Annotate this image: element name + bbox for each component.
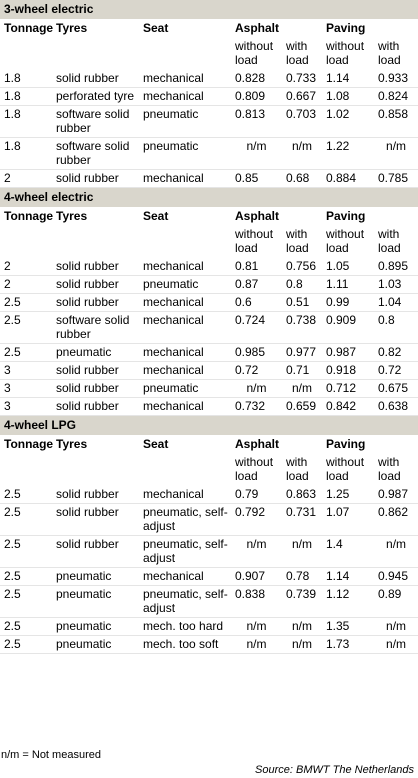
cell-paving-without-load: 1.08 xyxy=(322,88,374,106)
cell-seat: mechanical xyxy=(139,258,231,276)
cell-asphalt-without-load: 0.907 xyxy=(231,568,282,586)
cell-tonnage: 2.5 xyxy=(0,344,52,362)
cell-paving-without-load: 0.99 xyxy=(322,294,374,312)
with-load-line2: load xyxy=(286,469,309,483)
cell-seat: mechanical xyxy=(139,344,231,362)
with-load-line1: with xyxy=(286,227,308,241)
cell-tyres: software solid rubber xyxy=(52,138,139,170)
cell-paving-without-load: 1.14 xyxy=(322,568,374,586)
cell-tyres: solid rubber xyxy=(52,362,139,380)
empty-cell xyxy=(139,38,231,70)
with-load-line1: with xyxy=(286,39,308,53)
without-load-line2: load xyxy=(235,241,258,255)
header-without-load xyxy=(231,38,282,70)
cell-asphalt-with-load: 0.738 xyxy=(282,312,322,344)
with-load-line2: load xyxy=(286,241,309,255)
cell-paving-without-load: 1.02 xyxy=(322,106,374,138)
cell-tonnage: 2 xyxy=(0,276,52,294)
cell-seat: mechanical xyxy=(139,294,231,312)
cell-tonnage: 3 xyxy=(0,380,52,398)
cell-asphalt-with-load: 0.78 xyxy=(282,568,322,586)
cell-asphalt-with-load: 0.51 xyxy=(282,294,322,312)
cell-seat: mech. too hard xyxy=(139,618,231,636)
cell-paving-without-load: 1.25 xyxy=(322,486,374,504)
cell-seat: pneumatic xyxy=(139,380,231,398)
cell-asphalt-without-load: 0.828 xyxy=(231,70,282,88)
cell-seat: mechanical xyxy=(139,398,231,416)
cell-tyres: solid rubber xyxy=(52,294,139,312)
cell-seat: mechanical xyxy=(139,88,231,106)
cell-paving-without-load: 0.842 xyxy=(322,398,374,416)
table-row xyxy=(0,170,418,188)
cell-tyres: solid rubber xyxy=(52,536,139,568)
table-row xyxy=(0,294,418,312)
cell-asphalt-with-load: n/m xyxy=(282,380,322,398)
cell-asphalt-with-load: n/m xyxy=(282,138,322,170)
empty-cell xyxy=(0,38,52,70)
with-load-line2: load xyxy=(378,469,401,483)
without-load-line1: without xyxy=(235,39,274,53)
table-row xyxy=(0,70,418,88)
table-row xyxy=(0,362,418,380)
cell-asphalt-with-load: 0.8 xyxy=(282,276,322,294)
header-seat: Seat xyxy=(139,436,231,454)
load-header-row xyxy=(0,226,418,258)
cell-tonnage: 1.8 xyxy=(0,106,52,138)
cell-tonnage: 1.8 xyxy=(0,70,52,88)
header-without-load xyxy=(322,226,374,258)
cell-tyres: pneumatic xyxy=(52,568,139,586)
cell-asphalt-with-load: 0.68 xyxy=(282,170,322,188)
without-load-line2: load xyxy=(326,241,349,255)
cell-asphalt-with-load: 0.756 xyxy=(282,258,322,276)
cell-paving-with-load: 0.895 xyxy=(374,258,418,276)
column-header-row xyxy=(0,436,418,454)
cell-tonnage: 3 xyxy=(0,362,52,380)
header-with-load xyxy=(282,454,322,486)
cell-asphalt-without-load: 0.79 xyxy=(231,486,282,504)
cell-tyres: pneumatic xyxy=(52,586,139,618)
cell-asphalt-with-load: 0.667 xyxy=(282,88,322,106)
table-row xyxy=(0,568,418,586)
empty-cell xyxy=(0,226,52,258)
header-paving: Paving xyxy=(322,20,418,38)
table-row xyxy=(0,636,418,654)
cell-seat: pneumatic xyxy=(139,106,231,138)
cell-tonnage: 2 xyxy=(0,258,52,276)
with-load-line1: with xyxy=(378,227,400,241)
section-title: 3-wheel electric xyxy=(0,0,418,20)
footnote: n/m = Not measured xyxy=(1,749,101,761)
source-note: Source: BMWT The Netherlands xyxy=(255,764,414,776)
cell-paving-with-load: 0.89 xyxy=(374,586,418,618)
with-load-line1: with xyxy=(286,455,308,469)
cell-paving-with-load: 1.03 xyxy=(374,276,418,294)
cell-paving-without-load: 0.987 xyxy=(322,344,374,362)
cell-tyres: perforated tyre xyxy=(52,88,139,106)
cell-paving-with-load: 0.987 xyxy=(374,486,418,504)
cell-tyres: solid rubber xyxy=(52,70,139,88)
table-row xyxy=(0,312,418,344)
empty-cell xyxy=(0,454,52,486)
without-load-line1: without xyxy=(326,227,365,241)
cell-paving-with-load: 0.8 xyxy=(374,312,418,344)
table-row xyxy=(0,138,418,170)
cell-tyres: solid rubber xyxy=(52,398,139,416)
cell-paving-without-load: 1.11 xyxy=(322,276,374,294)
header-paving: Paving xyxy=(322,208,418,226)
table-row xyxy=(0,398,418,416)
empty-cell xyxy=(139,454,231,486)
cell-seat: pneumatic xyxy=(139,138,231,170)
cell-seat: pneumatic, self-adjust xyxy=(139,504,231,536)
cell-asphalt-without-load: 0.72 xyxy=(231,362,282,380)
cell-asphalt-with-load: 0.733 xyxy=(282,70,322,88)
cell-paving-with-load: 0.824 xyxy=(374,88,418,106)
header-paving: Paving xyxy=(322,436,418,454)
cell-paving-without-load: 1.12 xyxy=(322,586,374,618)
section-header xyxy=(0,416,418,436)
cell-seat: mechanical xyxy=(139,486,231,504)
cell-asphalt-without-load: 0.87 xyxy=(231,276,282,294)
header-with-load xyxy=(374,454,418,486)
cell-paving-without-load: 1.73 xyxy=(322,636,374,654)
cell-asphalt-without-load: 0.813 xyxy=(231,106,282,138)
cell-seat: mechanical xyxy=(139,568,231,586)
header-tonnage: Tonnage xyxy=(0,20,52,38)
without-load-line1: without xyxy=(235,227,274,241)
cell-tyres: solid rubber xyxy=(52,170,139,188)
header-asphalt: Asphalt xyxy=(231,20,322,38)
cell-asphalt-with-load: 0.739 xyxy=(282,586,322,618)
cell-asphalt-with-load: 0.977 xyxy=(282,344,322,362)
cell-tyres: solid rubber xyxy=(52,380,139,398)
cell-paving-with-load: 0.72 xyxy=(374,362,418,380)
header-with-load xyxy=(282,38,322,70)
cell-tonnage: 2.5 xyxy=(0,586,52,618)
cell-asphalt-with-load: n/m xyxy=(282,536,322,568)
column-header-row xyxy=(0,20,418,38)
cell-tyres: pneumatic xyxy=(52,618,139,636)
cell-asphalt-with-load: 0.71 xyxy=(282,362,322,380)
cell-tonnage: 3 xyxy=(0,398,52,416)
cell-tonnage: 1.8 xyxy=(0,138,52,170)
without-load-line2: load xyxy=(235,53,258,67)
with-load-line1: with xyxy=(378,39,400,53)
cell-paving-with-load: n/m xyxy=(374,536,418,568)
cell-asphalt-with-load: 0.863 xyxy=(282,486,322,504)
cell-seat: mechanical xyxy=(139,312,231,344)
cell-paving-without-load: 1.14 xyxy=(322,70,374,88)
cell-paving-without-load: 0.918 xyxy=(322,362,374,380)
cell-asphalt-without-load: n/m xyxy=(231,380,282,398)
cell-asphalt-with-load: 0.659 xyxy=(282,398,322,416)
header-tonnage: Tonnage xyxy=(0,208,52,226)
cell-asphalt-without-load: 0.792 xyxy=(231,504,282,536)
table-row xyxy=(0,88,418,106)
cell-paving-with-load: 1.04 xyxy=(374,294,418,312)
cell-paving-with-load: n/m xyxy=(374,636,418,654)
empty-cell xyxy=(52,454,139,486)
cell-asphalt-without-load: 0.838 xyxy=(231,586,282,618)
cell-seat: mech. too soft xyxy=(139,636,231,654)
table-row xyxy=(0,258,418,276)
table-row xyxy=(0,618,418,636)
header-seat: Seat xyxy=(139,208,231,226)
cell-tonnage: 2.5 xyxy=(0,618,52,636)
cell-seat: mechanical xyxy=(139,70,231,88)
load-header-row xyxy=(0,454,418,486)
without-load-line1: without xyxy=(326,455,365,469)
cell-tonnage: 2.5 xyxy=(0,636,52,654)
header-asphalt: Asphalt xyxy=(231,208,322,226)
header-without-load xyxy=(322,38,374,70)
with-load-line1: with xyxy=(378,455,400,469)
cell-tyres: solid rubber xyxy=(52,486,139,504)
cell-tonnage: 1.8 xyxy=(0,88,52,106)
cell-tyres: pneumatic xyxy=(52,636,139,654)
cell-tonnage: 2.5 xyxy=(0,536,52,568)
with-load-line2: load xyxy=(378,53,401,67)
cell-paving-with-load: 0.638 xyxy=(374,398,418,416)
cell-paving-with-load: 0.945 xyxy=(374,568,418,586)
table-row xyxy=(0,536,418,568)
cell-asphalt-without-load: 0.985 xyxy=(231,344,282,362)
cell-tonnage: 2.5 xyxy=(0,486,52,504)
cell-asphalt-without-load: 0.809 xyxy=(231,88,282,106)
header-tonnage: Tonnage xyxy=(0,436,52,454)
cell-tonnage: 2.5 xyxy=(0,504,52,536)
cell-asphalt-without-load: 0.724 xyxy=(231,312,282,344)
cell-asphalt-with-load: 0.731 xyxy=(282,504,322,536)
cell-paving-without-load: 0.884 xyxy=(322,170,374,188)
header-seat: Seat xyxy=(139,20,231,38)
cell-tonnage: 2 xyxy=(0,170,52,188)
cell-asphalt-with-load: n/m xyxy=(282,618,322,636)
cell-seat: pneumatic, self-adjust xyxy=(139,536,231,568)
header-with-load xyxy=(374,38,418,70)
cell-paving-without-load: 1.22 xyxy=(322,138,374,170)
section-title: 4-wheel LPG xyxy=(0,416,418,436)
cell-paving-without-load: 1.05 xyxy=(322,258,374,276)
cell-asphalt-without-load: 0.81 xyxy=(231,258,282,276)
cell-tonnage: 2.5 xyxy=(0,312,52,344)
cell-paving-without-load: 1.35 xyxy=(322,618,374,636)
cell-tonnage: 2.5 xyxy=(0,568,52,586)
header-without-load xyxy=(322,454,374,486)
header-with-load xyxy=(282,226,322,258)
header-asphalt: Asphalt xyxy=(231,436,322,454)
table-row xyxy=(0,380,418,398)
cell-asphalt-without-load: n/m xyxy=(231,636,282,654)
header-without-load xyxy=(231,454,282,486)
with-load-line2: load xyxy=(378,241,401,255)
section-title: 4-wheel electric xyxy=(0,188,418,208)
section-header xyxy=(0,0,418,20)
cell-paving-with-load: 0.785 xyxy=(374,170,418,188)
cell-asphalt-with-load: n/m xyxy=(282,636,322,654)
cell-paving-with-load: 0.82 xyxy=(374,344,418,362)
cell-asphalt-without-load: n/m xyxy=(231,536,282,568)
cell-paving-without-load: 0.909 xyxy=(322,312,374,344)
empty-cell xyxy=(139,226,231,258)
cell-paving-with-load: 0.933 xyxy=(374,70,418,88)
cell-tyres: software solid rubber xyxy=(52,312,139,344)
cell-tyres: solid rubber xyxy=(52,276,139,294)
cell-asphalt-with-load: 0.703 xyxy=(282,106,322,138)
cell-tonnage: 2.5 xyxy=(0,294,52,312)
cell-paving-with-load: 0.675 xyxy=(374,380,418,398)
cell-asphalt-without-load: n/m xyxy=(231,138,282,170)
column-header-row xyxy=(0,208,418,226)
cell-asphalt-without-load: 0.6 xyxy=(231,294,282,312)
cell-tyres: solid rubber xyxy=(52,504,139,536)
cell-paving-with-load: 0.862 xyxy=(374,504,418,536)
table-row xyxy=(0,276,418,294)
cell-paving-with-load: 0.858 xyxy=(374,106,418,138)
without-load-line2: load xyxy=(326,53,349,67)
cell-tyres: software solid rubber xyxy=(52,106,139,138)
header-with-load xyxy=(374,226,418,258)
section-header xyxy=(0,188,418,208)
without-load-line2: load xyxy=(235,469,258,483)
table-row xyxy=(0,486,418,504)
cell-paving-without-load: 1.4 xyxy=(322,536,374,568)
cell-paving-without-load: 0.712 xyxy=(322,380,374,398)
cell-paving-without-load: 1.07 xyxy=(322,504,374,536)
load-header-row xyxy=(0,38,418,70)
header-tyres: Tyres xyxy=(52,208,139,226)
cell-asphalt-without-load: n/m xyxy=(231,618,282,636)
table-row xyxy=(0,586,418,618)
table-row xyxy=(0,504,418,536)
cell-seat: mechanical xyxy=(139,362,231,380)
cell-asphalt-without-load: 0.85 xyxy=(231,170,282,188)
with-load-line2: load xyxy=(286,53,309,67)
header-tyres: Tyres xyxy=(52,20,139,38)
without-load-line1: without xyxy=(235,455,274,469)
cell-seat: pneumatic, self-adjust xyxy=(139,586,231,618)
header-without-load xyxy=(231,226,282,258)
empty-cell xyxy=(52,226,139,258)
cell-seat: pneumatic xyxy=(139,276,231,294)
cell-tyres: pneumatic xyxy=(52,344,139,362)
without-load-line1: without xyxy=(326,39,365,53)
cell-paving-with-load: n/m xyxy=(374,138,418,170)
without-load-line2: load xyxy=(326,469,349,483)
table-row xyxy=(0,344,418,362)
cell-asphalt-without-load: 0.732 xyxy=(231,398,282,416)
cell-paving-with-load: n/m xyxy=(374,618,418,636)
table-row xyxy=(0,106,418,138)
header-tyres: Tyres xyxy=(52,436,139,454)
cell-seat: mechanical xyxy=(139,170,231,188)
cell-tyres: solid rubber xyxy=(52,258,139,276)
empty-cell xyxy=(52,38,139,70)
